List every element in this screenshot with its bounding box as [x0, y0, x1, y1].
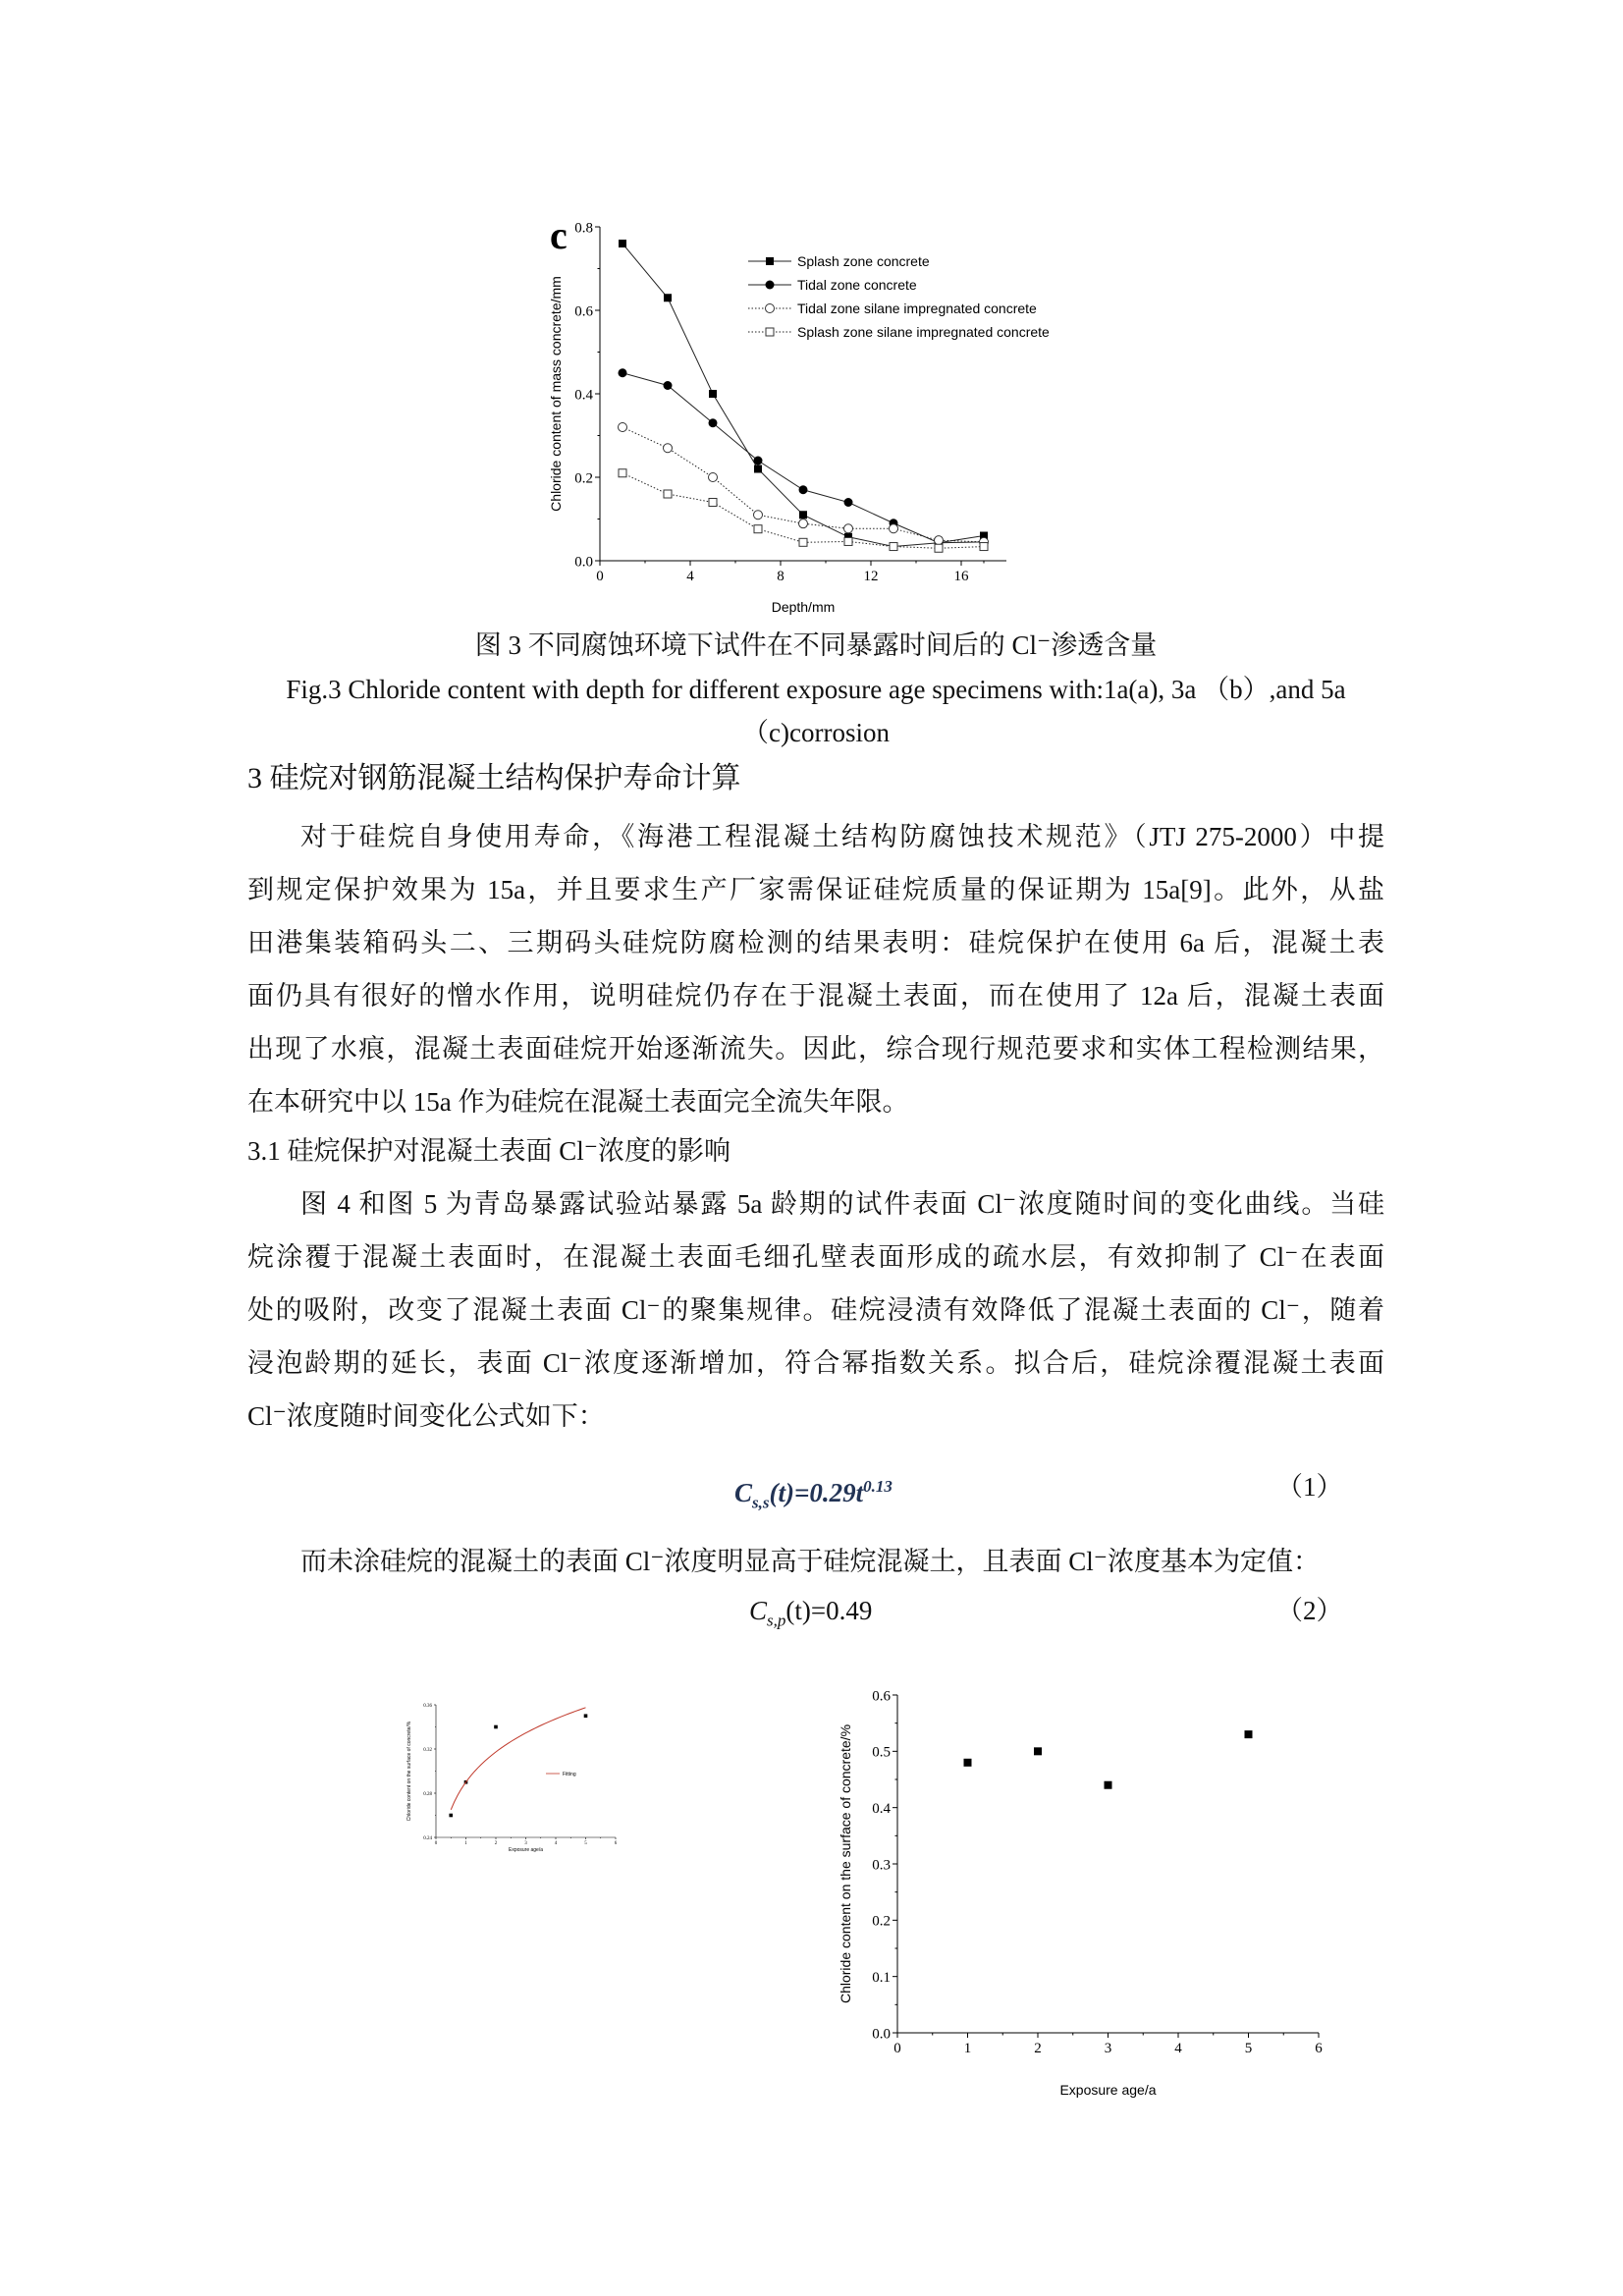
text-line: 而未涂硅烷的混凝土的表面 Cl⁻浓度明显高于硅烷混凝土，且表面 Cl⁻浓度基本为定值：	[300, 1547, 1321, 1576]
eq2-subscript: s,p	[767, 1611, 786, 1630]
data-point	[799, 511, 807, 519]
x-tick-label: 2	[1034, 2041, 1042, 2056]
data-point	[664, 490, 672, 498]
y-tick-label: 0.4	[574, 387, 593, 404]
data-point	[709, 390, 717, 398]
y-tick-label: 0.1	[872, 1969, 891, 1986]
data-point	[980, 543, 988, 551]
y-tick-label: 0.6	[872, 1688, 891, 1705]
y-axis-label: Chloride content on the surface of concrete/%	[406, 1721, 412, 1822]
data-point	[766, 304, 775, 313]
fit-curve	[451, 1708, 585, 1810]
figure3-caption-en-line1: Fig.3 Chloride content with depth for different exposure age specimens with:1a(a), 3a （b）,and 5a	[286, 675, 1346, 704]
data-point	[766, 281, 775, 290]
figure3-caption-zh: 图 3 不同腐蚀环境下试件在不同暴露时间后的 Cl⁻渗透含量	[474, 630, 1158, 660]
data-point	[844, 498, 853, 507]
x-tick-label: 6	[614, 1841, 618, 1846]
section3-heading: 3 硅烷对钢筋混凝土结构保护寿命计算	[247, 762, 741, 794]
x-tick-label: 3	[1104, 2041, 1112, 2056]
data-point	[664, 294, 672, 301]
x-tick-label: 12	[863, 569, 879, 584]
data-point	[664, 444, 673, 453]
legend-label: Splash zone concrete	[797, 253, 930, 269]
y-tick-label: 0.6	[574, 303, 593, 320]
x-tick-label: 4	[686, 569, 694, 584]
data-point	[664, 381, 673, 390]
y-tick-label: 0.2	[574, 470, 593, 487]
eq1-body: (t)=0.29t	[769, 1478, 864, 1507]
eq1-subscript: s,s	[752, 1493, 770, 1512]
data-point	[1034, 1747, 1042, 1755]
x-tick-label: 8	[777, 569, 784, 584]
legend-label: Tidal zone silane impregnated concrete	[797, 301, 1037, 316]
data-point	[1245, 1730, 1253, 1738]
data-point	[799, 519, 808, 528]
figure5-chart	[785, 1669, 1424, 2121]
section3-1-heading: 3.1 硅烷保护对混凝土表面 Cl⁻浓度的影响	[247, 1136, 731, 1166]
x-axis-label: Depth/mm	[771, 599, 836, 615]
data-point	[619, 368, 627, 377]
y-tick-label: 0.0	[574, 554, 593, 571]
y-tick-label: 0.0	[872, 2026, 891, 2043]
text-line: 田港集装箱码头二、三期码头硅烷防腐检测的结果表明：硅烷保护在使用 6a 后，混凝土表	[247, 928, 1384, 957]
data-point	[449, 1814, 453, 1818]
x-tick-label: 2	[494, 1841, 498, 1846]
x-tick-label: 1	[464, 1841, 467, 1846]
y-tick-label: 0.4	[872, 1800, 891, 1817]
text-line: 图 4 和图 5 为青岛暴露试验站暴露 5a 龄期的试件表面 Cl⁻浓度随时间的变化曲线。当硅	[300, 1189, 1384, 1219]
data-point	[709, 499, 717, 507]
data-point	[619, 469, 626, 477]
x-tick-label: 0	[893, 2041, 901, 2056]
x-tick-label: 5	[1244, 2041, 1253, 2056]
x-tick-label: 6	[1315, 2041, 1323, 2056]
data-point	[1105, 1781, 1112, 1789]
data-point	[754, 525, 762, 533]
figure4-chart	[0, 1669, 687, 1886]
x-tick-label: 4	[554, 1841, 558, 1846]
legend-label: Tidal zone concrete	[797, 277, 917, 293]
x-tick-label: 1	[963, 2041, 972, 2056]
data-point	[766, 257, 774, 265]
data-point	[619, 423, 627, 432]
text-line: 处的吸附，改变了混凝土表面 Cl⁻的聚集规律。硅烷浸渍有效降低了混凝土表面的 Cl⁻，随着	[247, 1295, 1384, 1325]
x-tick-label: 5	[584, 1841, 587, 1846]
x-tick-label: 4	[1174, 2041, 1182, 2056]
y-axis-label: Chloride content on the surface of concrete/%	[838, 1723, 853, 2004]
x-tick-label: 0	[596, 569, 604, 584]
series-line-3	[622, 473, 984, 549]
data-point	[799, 485, 808, 494]
data-point	[584, 1714, 588, 1718]
data-point	[619, 240, 626, 247]
y-axis-label: Chloride content of mass concrete/mm	[548, 276, 564, 512]
figure3c-chart	[0, 0, 1623, 687]
text-line: Cl⁻浓度随时间变化公式如下：	[247, 1401, 605, 1431]
eq2-body: (t)=0.49	[785, 1596, 873, 1625]
legend-label: Fitting	[563, 1772, 576, 1777]
data-point	[754, 465, 762, 473]
text-line: 对于硅烷自身使用寿命，《海港工程混凝土结构防腐蚀技术规范》（JTJ 275-2000）中提	[300, 822, 1384, 851]
data-point	[754, 457, 763, 465]
data-point	[799, 538, 807, 546]
data-point	[494, 1725, 498, 1729]
data-point	[935, 536, 944, 545]
text-line: 在本研究中以 15a 作为硅烷在混凝土表面完全流失年限。	[247, 1087, 909, 1117]
equation-1-number: （1）	[1276, 1472, 1343, 1502]
y-tick-label: 0.32	[423, 1747, 432, 1753]
data-point	[964, 1759, 972, 1767]
data-point	[844, 524, 853, 533]
y-tick-label: 0.24	[423, 1835, 432, 1841]
legend-label: Splash zone silane impregnated concrete	[797, 324, 1050, 340]
data-point	[709, 418, 718, 427]
eq1-exponent: 0.13	[863, 1477, 893, 1496]
eq2-symbol: C	[749, 1596, 768, 1625]
data-point	[890, 543, 897, 551]
equation-1	[734, 1470, 893, 1519]
eq1-symbol: C	[734, 1478, 753, 1507]
data-point	[890, 524, 898, 533]
equation-2	[749, 1594, 872, 1637]
x-tick-label: 3	[524, 1841, 527, 1846]
data-point	[844, 537, 852, 545]
text-line: 烷涂覆于混凝土表面时，在混凝土表面毛细孔壁表面形成的疏水层，有效抑制了 Cl⁻在表面	[247, 1242, 1384, 1272]
x-axis-label: Exposure age/a	[1059, 2082, 1157, 2098]
text-line: 浸泡龄期的延长，表面 Cl⁻浓度逐渐增加，符合幂指数关系。拟合后，硅烷涂覆混凝土表面	[247, 1348, 1384, 1378]
text-line: 面仍具有很好的憎水作用，说明硅烷仍存在于混凝土表面，而在使用了 12a 后，混凝土表面	[247, 981, 1384, 1011]
y-tick-label: 0.8	[574, 220, 593, 237]
y-tick-label: 0.3	[872, 1857, 891, 1874]
y-tick-label: 0.5	[872, 1744, 891, 1761]
text-line: 出现了水痕，混凝土表面硅烷开始逐渐流失。因此，综合现行规范要求和实体工程检测结果，	[247, 1034, 1384, 1064]
panel-label: c	[550, 213, 568, 257]
y-tick-label: 0.36	[423, 1703, 432, 1709]
y-tick-label: 0.28	[423, 1791, 432, 1797]
data-point	[709, 473, 718, 482]
figure3-caption-en-line2: （c)corrosion	[742, 718, 890, 747]
text-line: 到规定保护效果为 15a，并且要求生产厂家需保证硅烷质量的保证期为 15a[9]。此外，从盐	[247, 875, 1384, 904]
y-tick-label: 0.2	[872, 1913, 891, 1930]
x-tick-label: 16	[953, 569, 969, 584]
x-axis-label: Exposure age/a	[508, 1847, 544, 1853]
equation-2-number: （2）	[1276, 1596, 1343, 1625]
x-tick-label: 0	[434, 1841, 438, 1846]
data-point	[754, 511, 763, 519]
data-point	[766, 328, 774, 336]
data-point	[935, 544, 943, 552]
